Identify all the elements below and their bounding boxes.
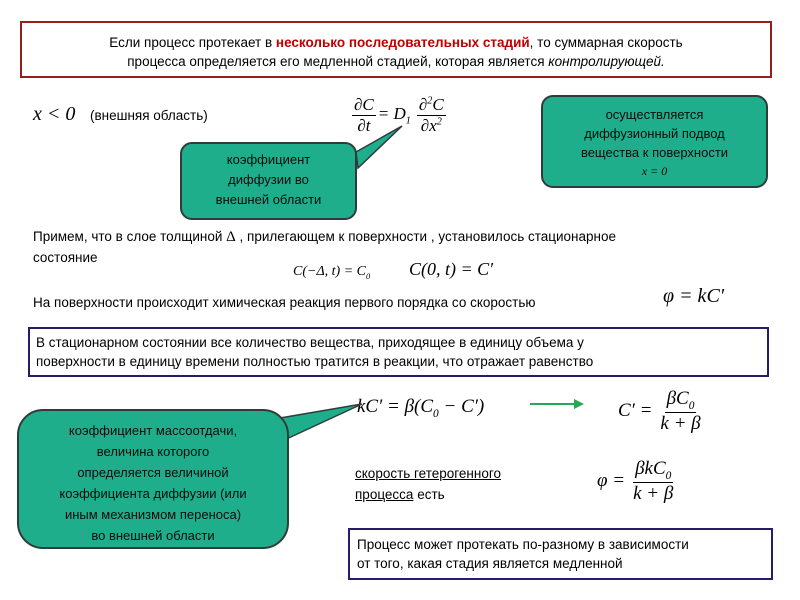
callout-mass-line: коэффициент массоотдачи, — [68, 423, 238, 438]
assumption-line-1 — [33, 229, 616, 246]
eq-d-sub: 1 — [405, 115, 411, 127]
intro-highlight: несколько последовательных стадий — [275, 35, 530, 50]
callout-mass-line: во внешней области — [91, 528, 215, 543]
callout-mass-transfer — [17, 409, 289, 549]
solution-num-sub: 0 — [688, 399, 695, 412]
bc1-text: C(−Δ, t) = C — [293, 264, 367, 279]
rate-formula — [597, 458, 675, 505]
intro-box — [20, 21, 772, 78]
reaction-text: На поверхности происходит химическая реакция первого порядка со скоростью — [33, 295, 536, 310]
callout-diffusion-line: внешней области — [215, 192, 322, 207]
conclusion-box — [348, 528, 773, 580]
conclusion-line-2: от того, какая стадия является медленной — [357, 556, 623, 571]
balance-tail: − C′) — [438, 396, 485, 417]
eq-rhs-den: ∂x — [420, 116, 437, 135]
intro-text-2: , то суммарная скорость — [529, 35, 683, 50]
balance-equation — [357, 396, 484, 420]
solution-lhs: C′ = — [618, 400, 653, 422]
eq-equals-d: = D — [377, 104, 406, 124]
callout-mass-line: определяется величиной — [77, 465, 229, 480]
rate-den: k + β — [633, 482, 674, 504]
assumption-line-2: состояние — [33, 250, 98, 265]
rate-num-sub: 0 — [665, 469, 672, 482]
callout-supply-line: осуществляется — [605, 107, 704, 122]
balance-sub: 0 — [433, 407, 439, 420]
delta-symbol: Δ — [226, 229, 236, 245]
bc1-sub: 0 — [366, 271, 371, 281]
rate-label — [355, 463, 501, 505]
rate-num: βkC — [635, 458, 666, 479]
balance-lhs: kC′ = β — [357, 396, 415, 417]
eq-rhs-partial: ∂ — [418, 95, 428, 114]
callout-mass-line: коэффициента диффузии (или — [59, 486, 247, 501]
assumption-text-a: Примем, что в слое толщиной — [33, 229, 227, 244]
intro-text-1: Если процесс протекает в — [109, 35, 276, 50]
rate-lhs: φ = — [597, 470, 626, 492]
solution-den: k + β — [660, 412, 701, 434]
boundary-condition-2: C(0, t) = C′ — [409, 259, 494, 279]
callout-supply-line: диффузионный подвод — [584, 126, 725, 141]
callout-supply — [541, 95, 768, 188]
stationary-line-2: поверхности в единицу времени полностью тратится в реакции, что отражает равенство — [36, 354, 594, 369]
region-condition: x < 0 — [33, 103, 76, 125]
arrow-right-icon — [528, 396, 588, 412]
callout-mass-line: величина которого — [96, 444, 210, 459]
eq-lhs-num: ∂C — [354, 95, 374, 114]
callout-diffusion — [180, 142, 357, 220]
eq-lhs-den: ∂t — [357, 116, 371, 135]
balance-paren: (C — [414, 396, 434, 417]
callout-diffusion-line: диффузии во — [228, 172, 309, 187]
eq-rhs-var: C — [432, 95, 444, 114]
boundary-condition-1 — [293, 264, 370, 281]
callout-diffusion-line: коэффициент — [226, 152, 311, 167]
callout-supply-line: вещества к поверхности — [580, 145, 729, 160]
assumption-text-b: , прилегающем к поверхности , установилось стационарное — [235, 229, 616, 244]
stationary-box — [28, 327, 769, 377]
eq-rhs-sup: 2 — [427, 95, 433, 107]
callout-mass-line: иным механизмом переноса) — [64, 507, 242, 522]
rate-label-line-1: скорость гетерогенного — [355, 466, 501, 481]
intro-italic: контролирующей. — [548, 54, 665, 69]
callout-supply-condition: x = 0 — [641, 164, 668, 178]
eq-rhs-den-sup: 2 — [436, 116, 442, 128]
stationary-line-1: В стационарном состоянии все количество вещества, приходящее в единицу объема у — [36, 335, 584, 350]
solution-num: βC — [666, 388, 689, 409]
region-label: (внешняя область) — [90, 108, 208, 123]
rate-label-tail: есть — [413, 487, 445, 502]
solution-formula — [618, 388, 703, 435]
intro-text-3: процесса определяется его медленной стадией, которая является — [127, 54, 549, 69]
rate-label-word: процесса — [355, 487, 414, 502]
reaction-rate-formula: φ = kC′ — [663, 285, 725, 307]
conclusion-line-1: Процесс может протекать по-разному в зависимости — [357, 537, 689, 552]
